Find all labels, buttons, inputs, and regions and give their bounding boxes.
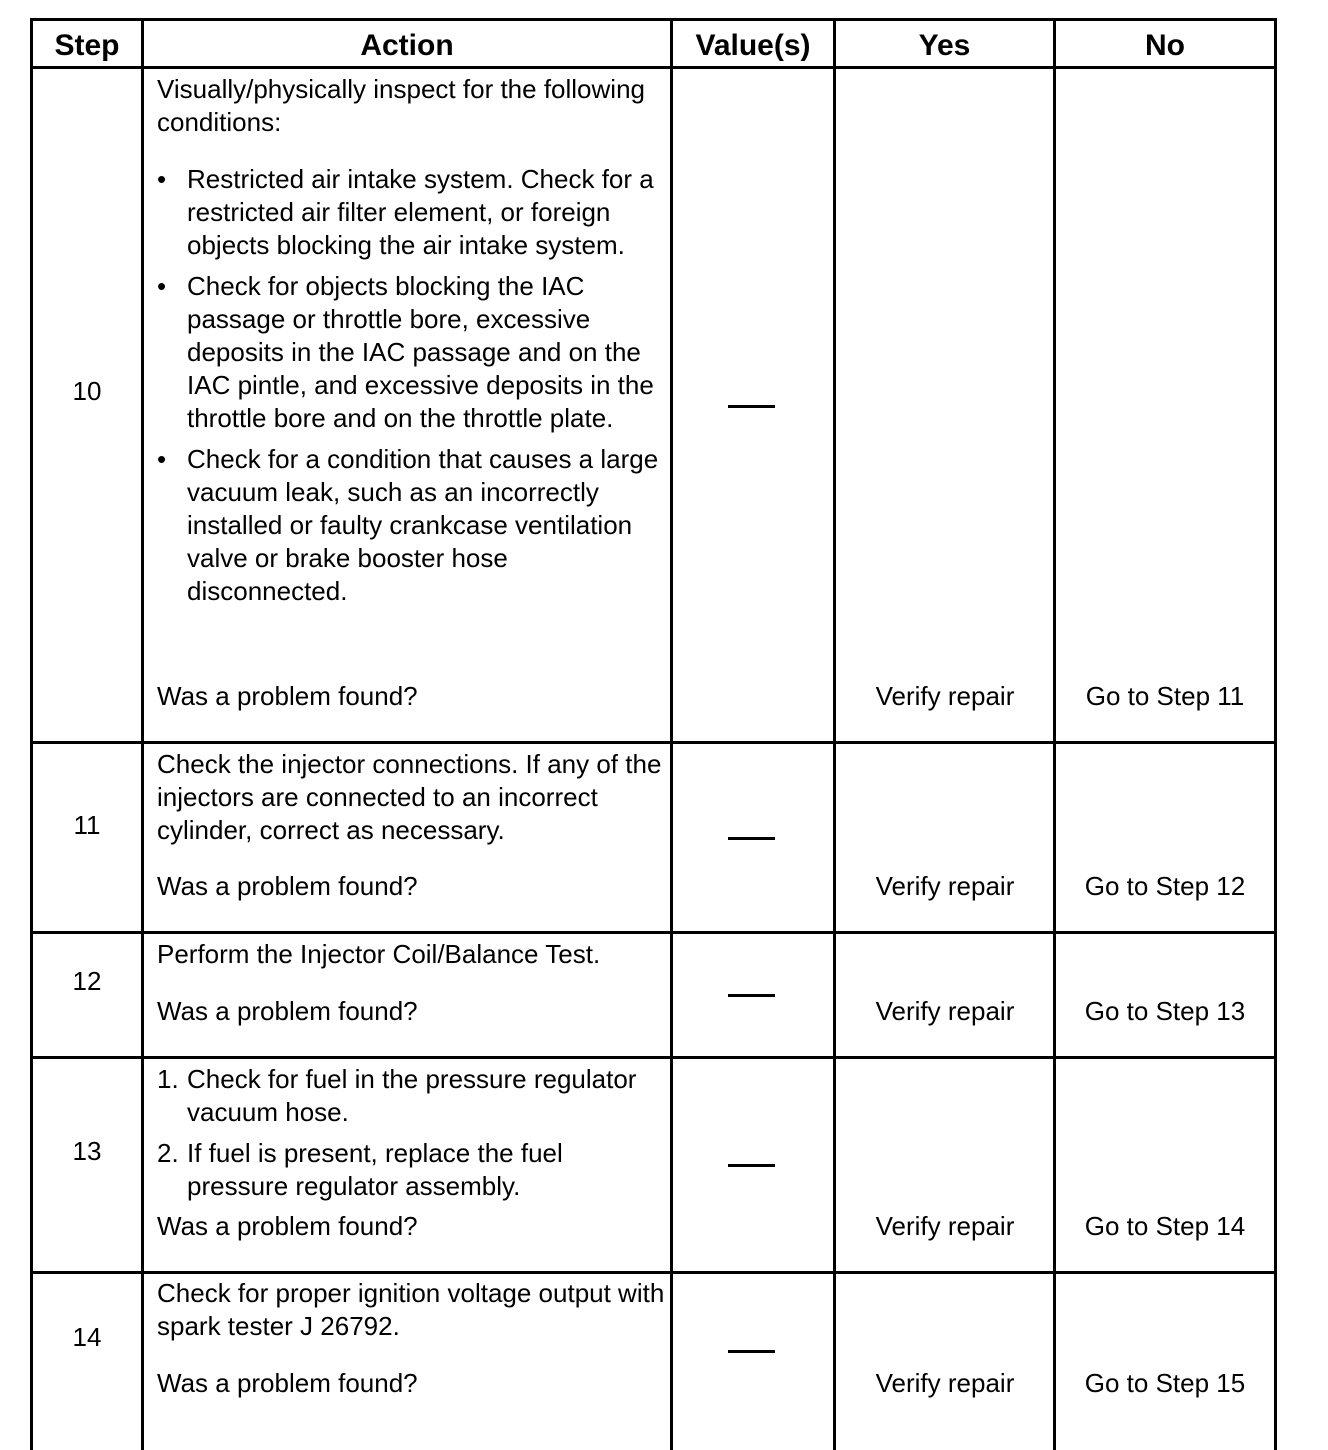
header-step: Step xyxy=(54,29,120,62)
bullet-text: Check for objects blocking the IAC passage or throttle bore, excessive deposits in the IAC passage and on the IAC pintle, and excessive deposits in the throttle bore and on the throttle plate. xyxy=(187,271,654,433)
action-question: Was a problem found? xyxy=(157,681,418,711)
bullet-text: Check for a condition that causes a large vacuum leak, such as an incorrectly installed or faulty crankcase ventilation valve or brake booster hose disconnected. xyxy=(187,444,659,606)
value-dash xyxy=(728,405,775,408)
item-number: 1. xyxy=(157,1064,179,1094)
diagnostic-table xyxy=(30,18,1277,1450)
action-intro: Check the injector connections. If any of the injectors are connected to an incorrect cylinder, correct as necessary. xyxy=(157,749,662,845)
column-border xyxy=(141,18,144,1450)
row-divider xyxy=(30,741,1277,744)
row-divider xyxy=(30,1056,1277,1059)
no-result: Go to Step 15 xyxy=(1084,1368,1246,1398)
row-divider xyxy=(30,931,1277,934)
action-question: Was a problem found? xyxy=(157,1368,418,1398)
action-question: Was a problem found? xyxy=(157,871,418,901)
yes-result: Verify repair xyxy=(875,996,1015,1026)
column-border xyxy=(1274,18,1277,1450)
row-divider xyxy=(30,1271,1277,1274)
action-question: Was a problem found? xyxy=(157,1211,418,1241)
action-intro: Perform the Injector Coil/Balance Test. xyxy=(157,939,601,969)
action-bullet xyxy=(157,443,667,608)
bullet-marker: • xyxy=(157,164,167,194)
header-action: Action xyxy=(360,29,454,62)
no-result: Go to Step 12 xyxy=(1084,871,1246,901)
action-cell xyxy=(157,73,667,608)
item-text: If fuel is present, replace the fuel pressure regulator assembly. xyxy=(187,1138,563,1201)
yes-result: Verify repair xyxy=(875,681,1015,711)
action-intro: Check for proper ignition voltage output with spark tester J 26792. xyxy=(157,1278,665,1341)
yes-result: Verify repair xyxy=(875,1368,1015,1398)
yes-result: Verify repair xyxy=(875,871,1015,901)
step-number: 10 xyxy=(72,376,102,406)
item-number: 2. xyxy=(157,1138,179,1168)
step-number: 12 xyxy=(72,966,102,996)
action-bullet xyxy=(157,270,667,435)
no-result: Go to Step 11 xyxy=(1085,681,1245,711)
item-text: Check for fuel in the pressure regulator vacuum hose. xyxy=(187,1064,637,1127)
step-number: 11 xyxy=(73,810,101,840)
value-dash xyxy=(728,837,775,840)
action-intro: Visually/physically inspect for the following conditions: xyxy=(157,74,645,137)
action-question: Was a problem found? xyxy=(157,996,418,1026)
header-no: No xyxy=(1145,29,1185,62)
table-top-border xyxy=(30,18,1277,21)
yes-result: Verify repair xyxy=(875,1211,1015,1241)
value-dash xyxy=(728,1350,775,1353)
column-border xyxy=(30,18,33,1450)
bullet-text: Restricted air intake system. Check for a restricted air filter element, or foreign objects blocking the air intake system. xyxy=(187,164,654,260)
no-result: Go to Step 14 xyxy=(1084,1211,1246,1241)
bullet-marker: • xyxy=(157,271,167,301)
bullet-marker: • xyxy=(157,444,167,474)
header-values: Value(s) xyxy=(695,29,811,62)
action-bullet xyxy=(157,163,667,262)
value-dash xyxy=(728,994,775,997)
step-number: 13 xyxy=(72,1136,102,1166)
step-number: 14 xyxy=(72,1322,102,1352)
no-result: Go to Step 13 xyxy=(1084,996,1246,1026)
action-cell xyxy=(157,1063,667,1203)
header-yes: Yes xyxy=(918,29,971,62)
action-step-item xyxy=(157,1063,667,1129)
action-step-item xyxy=(157,1137,667,1203)
value-dash xyxy=(728,1164,775,1167)
column-border xyxy=(670,18,673,1450)
